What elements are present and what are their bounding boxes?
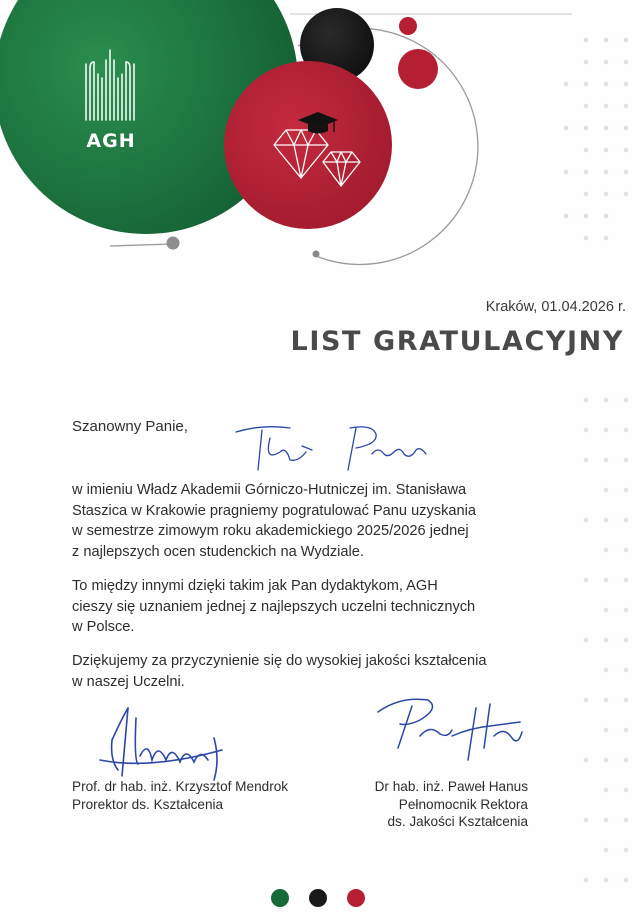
paragraph-line: w semestrze zimowym roku akademickiego 2025/2026 jednej <box>72 523 469 539</box>
handwritten-name-signature <box>236 427 426 470</box>
bottom-red-dot <box>347 889 365 907</box>
signature-mendrok <box>100 708 222 780</box>
grey-dot <box>167 237 180 250</box>
greeting: Szanowny Panie, <box>72 418 188 435</box>
paragraph-line: cieszy się uznaniem jednej z najlepszych uczelni technicznych <box>72 598 476 615</box>
signatory-block-mendrok <box>72 778 288 813</box>
paragraph-thanks <box>72 651 592 692</box>
signatory-name: Dr hab. inż. Paweł Hanus <box>374 779 528 794</box>
dot-pattern-top-right <box>564 38 629 241</box>
agh-logo-text: AGH <box>86 130 136 152</box>
signatory-role: ds. Jakości Kształcenia <box>387 814 528 829</box>
bottom-black-dot <box>309 889 327 907</box>
bottom-green-dot <box>271 889 289 907</box>
document-title: LIST GRATULACYJNY <box>290 326 624 357</box>
paragraph-line: Staszica w Krakowie pragniemy pogratulować Panu uzyskania <box>72 502 476 519</box>
dot-pattern-bottom-right <box>584 398 629 883</box>
paragraph-line: Dziękujemy za przyczynienie się do wysokiej jakości kształcenia <box>72 653 487 669</box>
paragraph-congratulation <box>72 480 592 562</box>
paragraph-line: To między innymi dzięki takim jak Pan dydaktykom, AGH <box>72 578 438 594</box>
paragraph-line: w imieniu Władz Akademii Górniczo-Hutniczej im. Stanisława <box>72 482 467 498</box>
place-date: Kraków, 01.04.2026 r. <box>485 299 626 315</box>
paragraph-recognition <box>72 576 592 638</box>
paragraph-line: w naszej Uczelni. <box>72 673 185 690</box>
signature-hanus <box>378 699 522 760</box>
medium-red-circle <box>398 49 438 89</box>
paragraph-line: z najlepszych ocen studenckich na Wydziale. <box>72 543 364 560</box>
signatory-name: Prof. dr hab. inż. Krzysztof Mendrok <box>72 779 289 794</box>
paragraph-line: w Polsce. <box>72 619 135 635</box>
signatory-block-hanus <box>330 778 528 831</box>
signatory-role: Pełnomocnik Rektora <box>398 796 528 812</box>
signatory-role: Prorektor ds. Kształcenia <box>72 796 224 812</box>
small-red-circle <box>399 17 417 35</box>
